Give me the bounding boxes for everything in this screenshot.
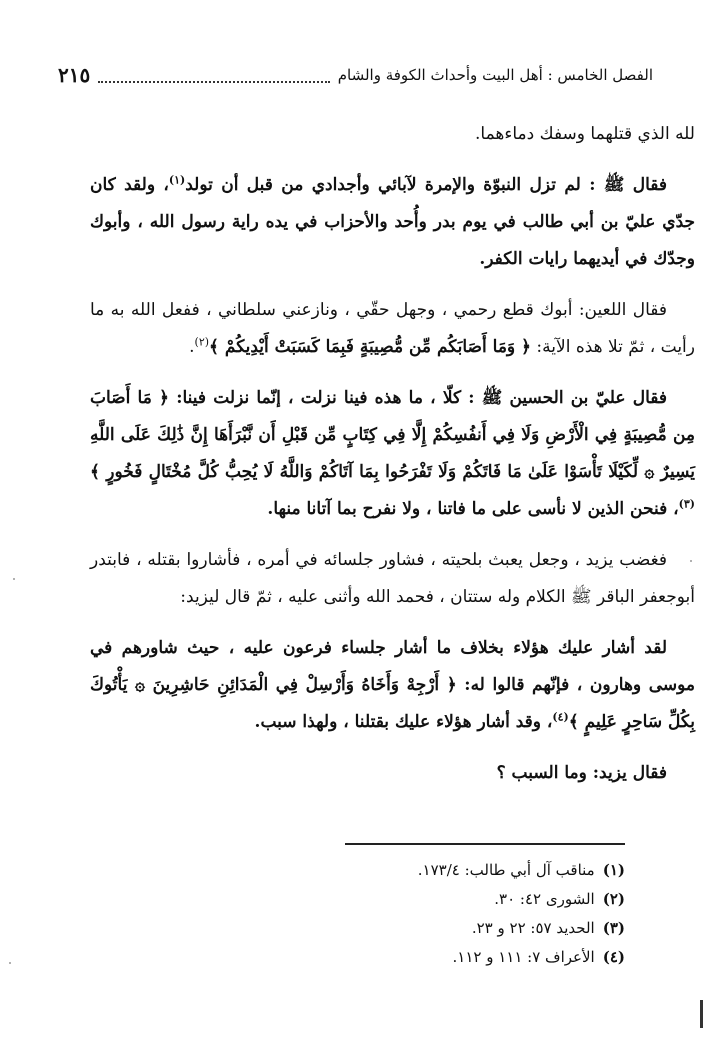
quran-verse: ﴿ مَا أَصَابَ مِن مُّصِيبَةٍ فِي الْأَرْضِ وَلَا فِي أَنفُسِكُمْ إِلَّا فِي كِتَابٍ مِّن قَبْلِ أَن نَّبْرَأَهَا إِنَّ ذَٰلِكَ عَلَى اللَّهِ يَسِيرٌ ۞ لِّكَيْلَا تَأْسَوْا عَلَىٰ مَا فَاتَكُمْ وَلَا تَفْرَحُوا بِمَا آتَاكُمْ وَاللَّهُ لَا يُحِبُّ كُلَّ مُخْتَالٍ فَخُورٍ ﴾ — [90, 388, 695, 482]
running-header — [58, 60, 653, 90]
paragraph-7: فقال يزيد: وما السبب ؟ — [496, 763, 667, 783]
page-number: ٢١٥ — [58, 63, 91, 87]
chapter-title: الفصل الخامس : أهل البيت وأحداث الكوفة والشام — [337, 66, 653, 84]
footnote-ref-1: (١) — [168, 173, 186, 187]
paragraph-4: فقال عليّ بن الحسين ﷺ : كلّا ، ما هذه فينا نزلت ، إنّما نزلت فينا: ﴿ مَا أَصَابَ مِن مُّصِيبَةٍ فِي الْأَرْضِ وَلَا فِي أَنفُسِكُمْ إِلَّا فِي كِتَابٍ مِّن قَبْلِ أَن نَّبْرَأَهَا إِنَّ ذَٰلِكَ عَلَى اللَّهِ يَسِيرٌ ۞ لِّكَيْلَا تَأْسَوْا عَلَىٰ مَا فَاتَكُمْ وَلَا تَفْرَحُوا بِمَا آتَاكُمْ وَاللَّهُ لَا يُحِبُّ كُلَّ مُخْتَالٍ فَخُورٍ ﴾$^{(٣)}$، فنحن الذين لا نأسى على ما فاتنا ، ولا نفرح بما آتانا منها. — [90, 388, 695, 519]
footnote-4: (٤)الأعراف ٧: ١١١ و ١١٢. — [452, 948, 625, 966]
body-text — [90, 116, 695, 806]
leader-dots — [98, 80, 329, 83]
footnote-ref-2: (٢) — [194, 335, 210, 349]
quran-verse: ﴿ وَمَا أَصَابَكُم مِّن مُّصِيبَةٍ فَبِمَا كَسَبَتْ أَيْدِيكُمْ ﴾ — [209, 337, 532, 357]
paragraph-6: لقد أشار عليك هؤلاء بخلاف ما أشار جلساء فرعون عليه ، حيث شاورهم في موسى وهارون ، فإنّهم قالوا له: ﴿ أَرْجِهْ وَأَخَاهُ وَأَرْسِلْ فِي الْمَدَائِنِ حَاشِرِينَ ۞ يَأْتُوكَ بِكُلِّ سَاحِرٍ عَلِيمٍ ﴾$^{(٤)}$، وقد أشار هؤلاء عليك بقتلنا ، ولهذا سبب. — [90, 638, 696, 732]
footnote-3: (٣)الحديد ٥٧: ٢٢ و ٢٣. — [471, 919, 625, 937]
scan-speck — [13, 578, 15, 580]
paragraph-3: فقال اللعين: أبوك قطع رحمي ، وجهل حقّي ، ونازعني سلطاني ، ففعل الله به ما رأيت ، ثمّ تلا هذه الآية: ﴿ وَمَا أَصَابَكُم مِّن مُّصِيبَةٍ فَبِمَا كَسَبَتْ أَيْدِيكُمْ ﴾$^{(٢)}$. — [90, 300, 695, 357]
scan-speck — [9, 962, 11, 964]
scan-speck — [690, 560, 692, 562]
scan-edge-mark — [700, 1000, 703, 1028]
footnote-ref-3: (٣) — [678, 497, 695, 511]
paragraph-2: فقال ﷺ : لم تزل النبوّة والإمرة لآبائي وأجدادي من قبل أن تولد$^{(١)}$، ولقد كان جدّي عليّ بن أبي طالب في يوم بدر وأُحد والأحزاب في يده راية رسول الله ، وأبوك وجدّك في أيديهما رايات الكفر. — [90, 173, 695, 269]
paragraph-5: فغضب يزيد ، وجعل يعبث بلحيته ، فشاور جلسائه في أمره ، فأشاروا بقتله ، فابتدر أبوجعفر الباقر ﷺ الكلام وله ستتان ، فحمد الله وأثنى عليه ، ثمّ قال ليزيد: — [90, 550, 695, 607]
footnote-separator — [345, 843, 625, 845]
quran-verse: ﴿ أَرْجِهْ وَأَخَاهُ وَأَرْسِلْ فِي الْمَدَائِنِ حَاشِرِينَ ۞ يَأْتُوكَ بِكُلِّ سَاحِرٍ عَلِيمٍ ﴾ — [90, 675, 695, 732]
footnotes — [200, 856, 625, 972]
footnote-2: (٢)الشورى ٤٢: ٣٠. — [494, 890, 625, 908]
footnote-ref-4: (٤) — [552, 710, 569, 724]
footnote-1: (١)مناقب آل أبي طالب: ١٧٣/٤. — [417, 861, 625, 879]
paragraph-1: لله الذي قتلهما وسفك دماءهما. — [474, 124, 695, 144]
